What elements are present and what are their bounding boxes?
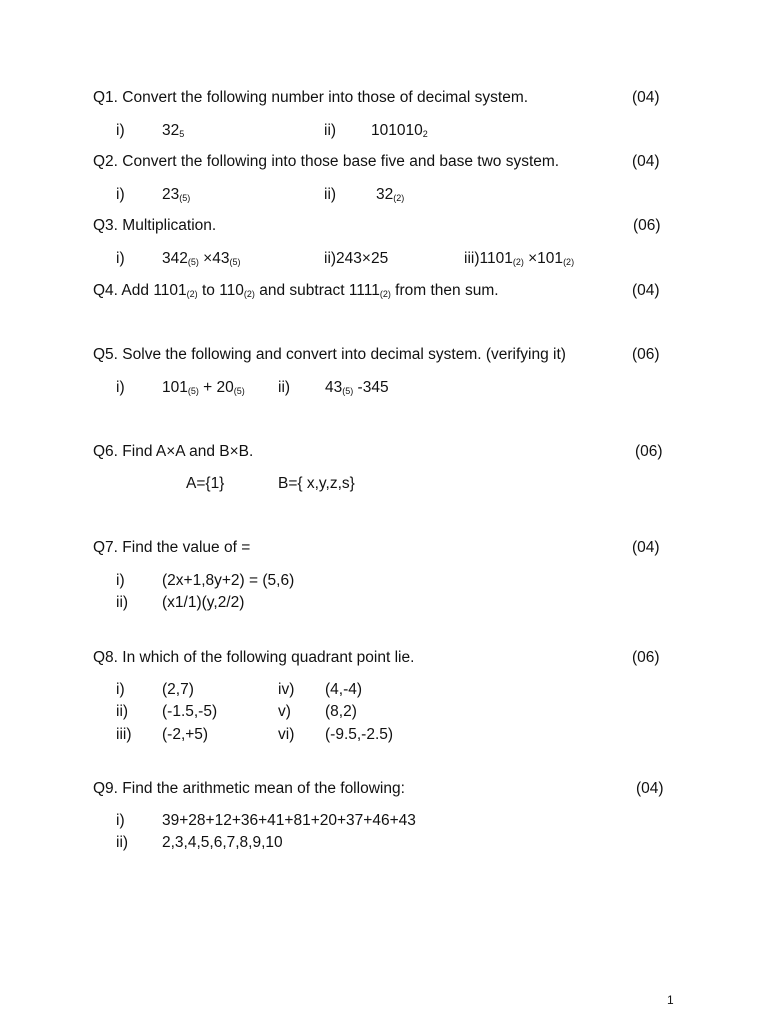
q7-item-ii-value: (x1/1)(y,2/2) <box>162 594 245 611</box>
q6-marks: (06) <box>635 443 663 460</box>
q8-item-iv-value: (4,-4) <box>325 681 363 698</box>
q9-item-i-value: 39+28+12+36+41+81+20+37+46+43 <box>162 812 416 829</box>
q6-set-b: B={ x,y,z,s} <box>278 475 355 492</box>
q5-item-ii-value: $43_{(5)}$ -345 <box>325 379 389 396</box>
q5-item-i-value: $101_{(5)} + 20_{(5)}$ <box>162 379 245 396</box>
q2-heading: Q2. Convert the following into those base five and base two system. <box>93 153 560 170</box>
q8-item-v-label: v) <box>278 703 291 720</box>
q1-marks: (04) <box>632 89 660 106</box>
q2-item-i-label: i) <box>116 186 125 203</box>
q6-set-a: A={1} <box>186 475 225 492</box>
q2-item-ii-value: $32_{(2)}$ <box>376 186 405 203</box>
q8-heading: Q8. In which of the following quadrant point lie. <box>93 649 415 666</box>
q9-heading: Q9. Find the arithmetic mean of the following: <box>93 780 405 797</box>
q8-item-vi-value: (-9.5,-2.5) <box>325 726 394 743</box>
q8-item-i-label: i) <box>116 681 125 698</box>
q8-item-iii-value: (-2,+5) <box>162 726 209 743</box>
q2-item-ii-label: ii) <box>324 186 337 203</box>
q5-marks: (06) <box>632 346 660 363</box>
q1-item-ii-label: ii) <box>324 122 337 139</box>
q4-marks: (04) <box>632 282 660 299</box>
q7-heading: Q7. Find the value of = <box>93 539 251 556</box>
q7-marks: (04) <box>632 539 660 556</box>
q8-item-vi-label: vi) <box>278 726 295 743</box>
q3-item-i-value: $342_{(5)} \times 43_{(5)}$ <box>162 250 241 267</box>
q7-item-i-value: (2x+1,8y+2) = (5,6) <box>162 572 295 589</box>
q8-item-v-value: (8,2) <box>325 703 357 720</box>
q1-item-i-label: i) <box>116 122 125 139</box>
q3-marks: (06) <box>633 217 661 234</box>
q3-item-iii: $iii)1101_{(2)} \times 101_{(2)}$ <box>464 250 575 267</box>
q2-marks: (04) <box>632 153 660 170</box>
q4-heading: Q4. Add $1101_{(2)}$ to $110_{(2)}$ and subtract $1111_{(2)}$ from then sum. <box>93 282 499 299</box>
q1-item-ii-value: $101010_2$ <box>371 122 428 139</box>
q9-item-i-label: i) <box>116 812 125 829</box>
q8-item-ii-label: ii) <box>116 703 129 720</box>
q1-item-i-value: $32_5$ <box>162 122 185 139</box>
q5-item-ii-label: ii) <box>278 379 291 396</box>
q6-heading: Q6. Find A×A and B×B. <box>93 443 254 460</box>
q3-item-i-label: i) <box>116 250 125 267</box>
q2-item-i-value: $23_{(5)}$ <box>162 186 191 203</box>
q3-heading: Q3. Multiplication. <box>93 217 217 234</box>
q8-item-i-value: (2,7) <box>162 681 194 698</box>
q9-item-ii-label: ii) <box>116 834 129 851</box>
q3-item-ii: ii)243×25 <box>324 250 389 267</box>
q8-item-iv-label: iv) <box>278 681 295 698</box>
q1-heading: Q1. Convert the following number into those of decimal system. <box>93 89 529 106</box>
page-number: 1 <box>667 993 674 1007</box>
q8-item-ii-value: (-1.5,-5) <box>162 703 218 720</box>
q9-marks: (04) <box>636 780 664 797</box>
q8-marks: (06) <box>632 649 660 666</box>
q9-item-ii-value: 2,3,4,5,6,7,8,9,10 <box>162 834 283 851</box>
q7-item-i-label: i) <box>116 572 125 589</box>
q8-item-iii-label: iii) <box>116 726 132 743</box>
q5-heading: Q5. Solve the following and convert into decimal system. (verifying it) <box>93 346 566 363</box>
q5-item-i-label: i) <box>116 379 125 396</box>
q7-item-ii-label: ii) <box>116 594 129 611</box>
